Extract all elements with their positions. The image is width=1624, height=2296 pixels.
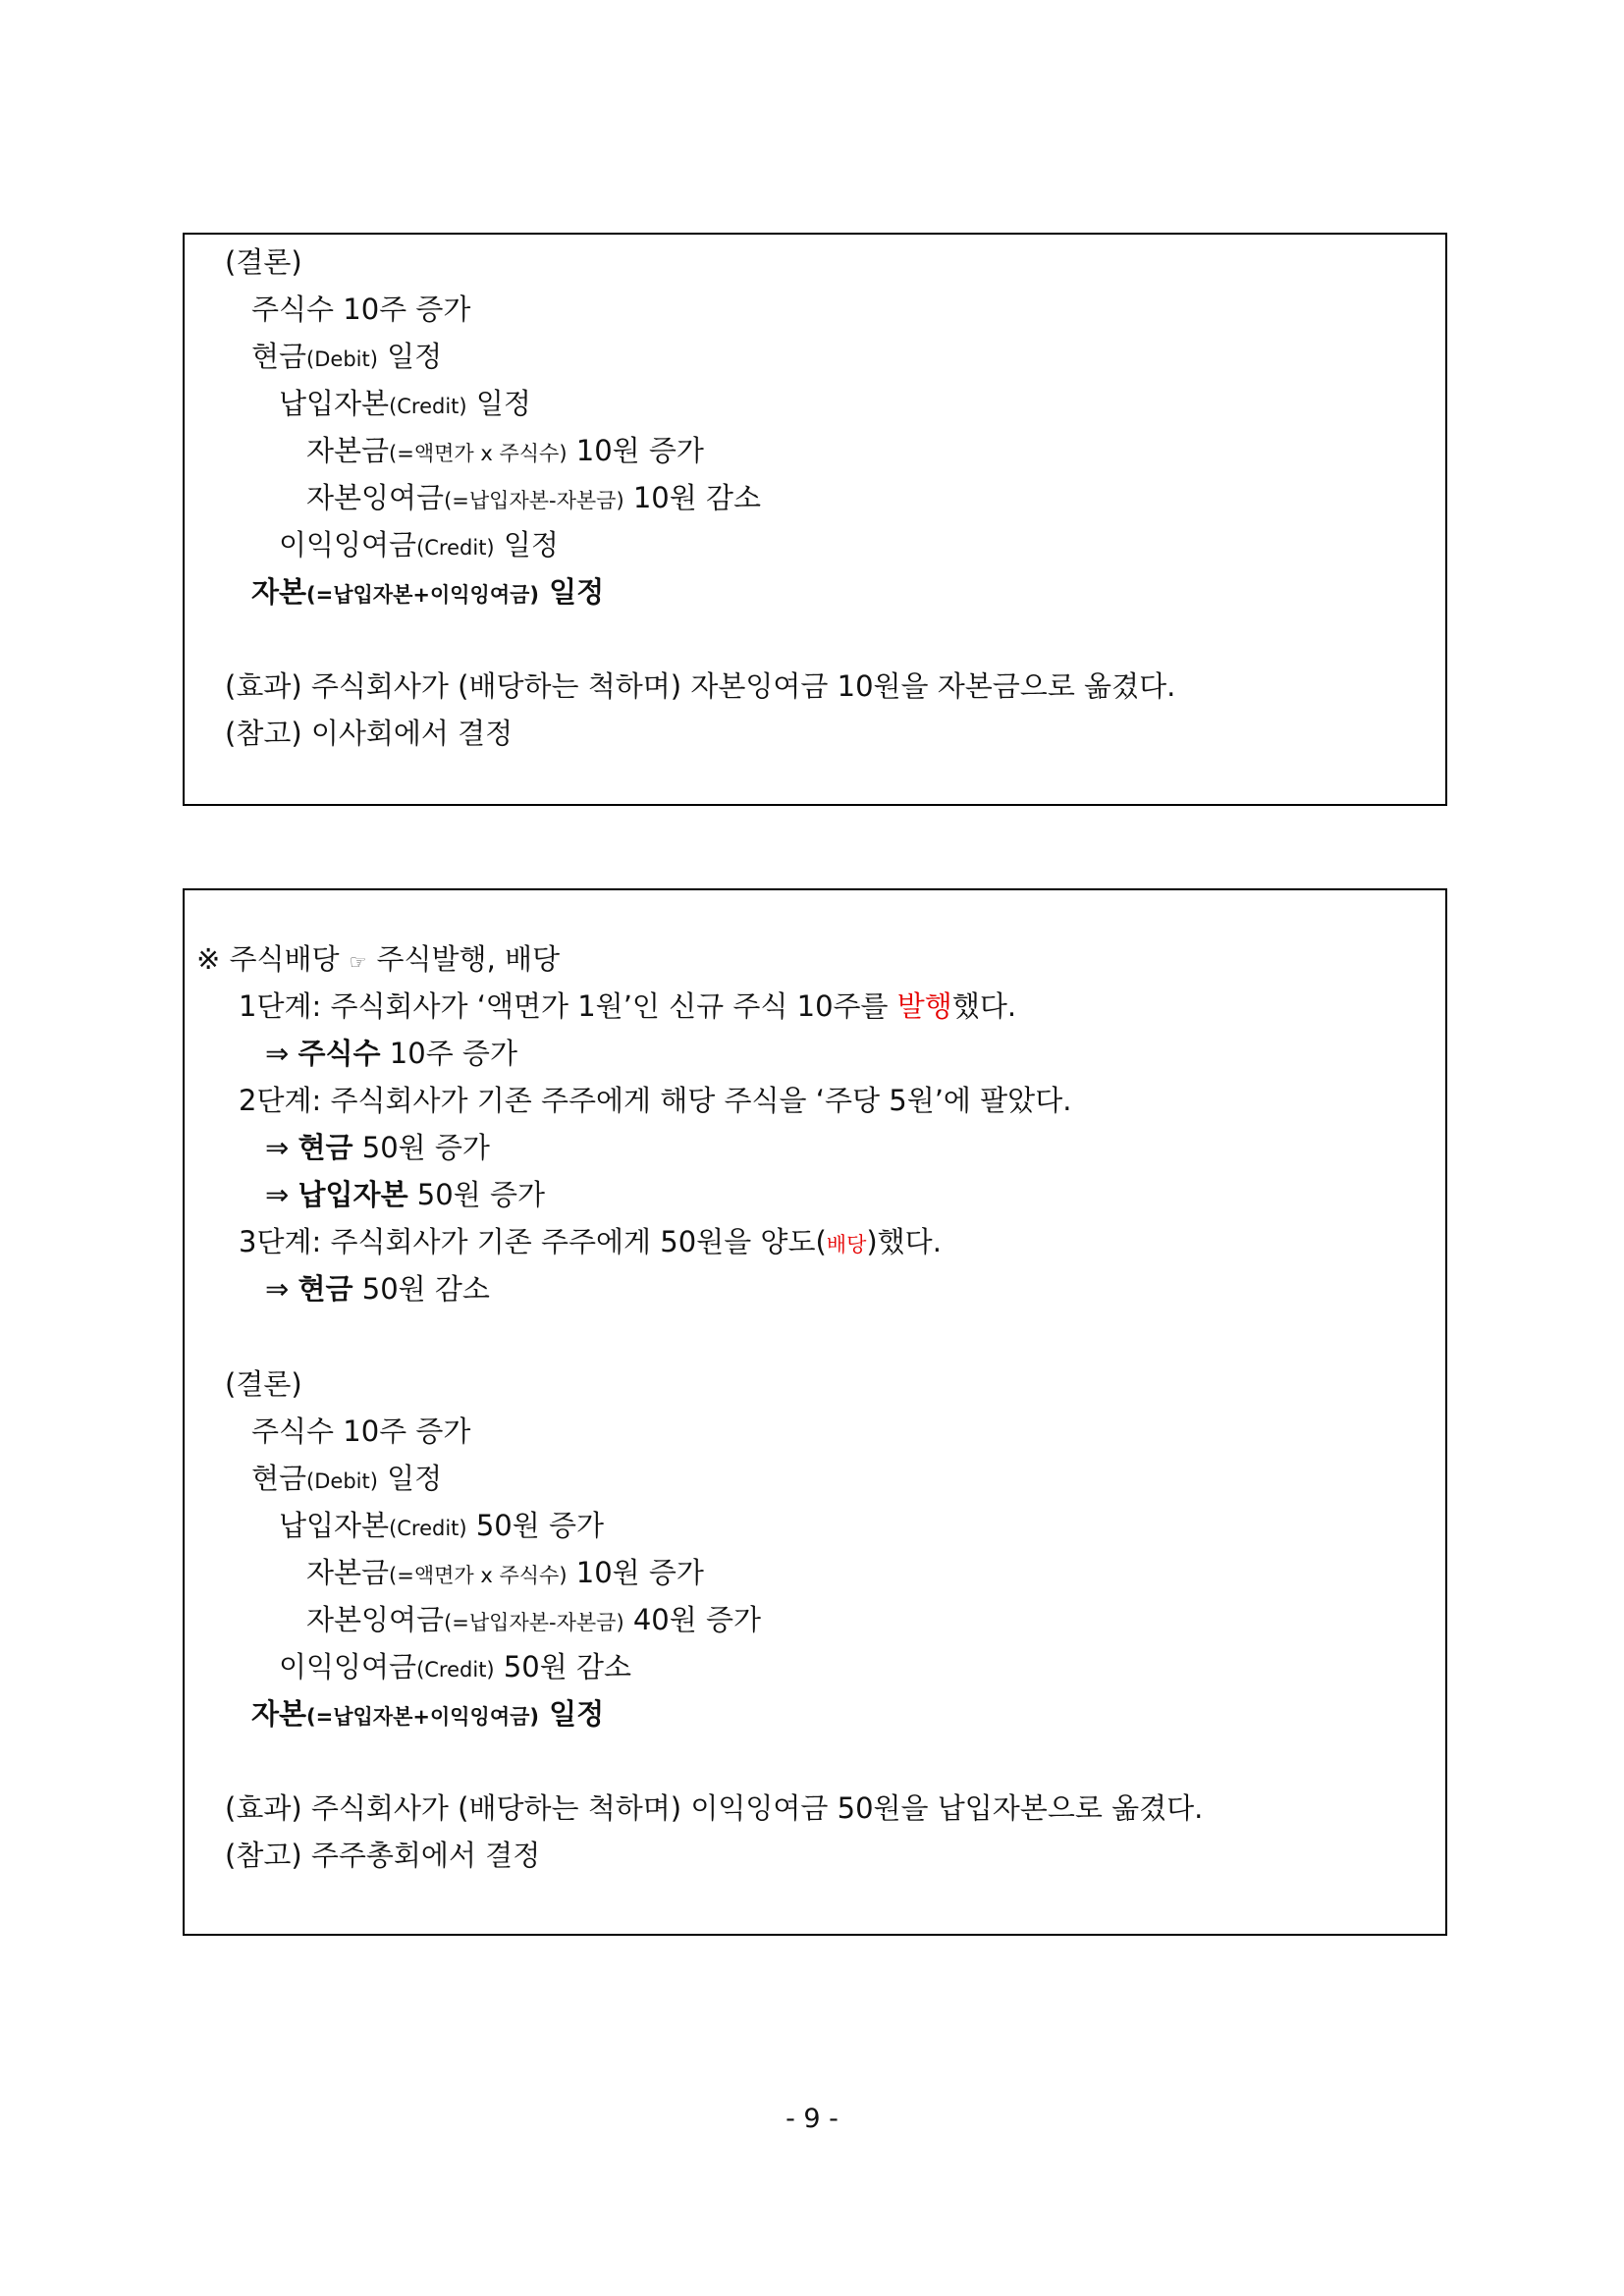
cash-line: 현금(Debit) 일정 bbox=[251, 1462, 443, 1495]
capital-surplus-line: 자본잉여금(=납입자본-자본금) 40원 증가 bbox=[306, 1603, 762, 1636]
arrow-icon: ⇒ bbox=[265, 1178, 290, 1211]
retained-earnings-line: 이익잉여금(Credit) 50원 감소 bbox=[279, 1650, 632, 1683]
paid-in-capital-line: 납입자본(Credit) 일정 bbox=[279, 387, 531, 420]
equity-line: 자본(=납입자본+이익잉여금) 일정 bbox=[251, 1697, 605, 1731]
shares-line: 주식수 10주 증가 bbox=[251, 293, 471, 326]
arrow-icon: ⇒ bbox=[265, 1131, 290, 1164]
effect-line: (효과) 주식회사가 (배당하는 척하며) 이익잉여금 50원을 납입자본으로 옮겼다. bbox=[225, 1791, 1204, 1825]
stock-dividend-box bbox=[183, 888, 1447, 1936]
equity-line: 자본(=납입자본+이익잉여금) 일정 bbox=[251, 575, 605, 609]
step3-result: ⇒ 현금 50원 감소 bbox=[265, 1272, 490, 1306]
step2-line: 2단계: 주식회사가 기존 주주에게 해당 주식을 ‘주당 5원’에 팔았다. bbox=[239, 1084, 1072, 1117]
step3-line: 3단계: 주식회사가 기존 주주에게 50원을 양도(배당)했다. bbox=[239, 1225, 942, 1258]
step2-result-cash: ⇒ 현금 50원 증가 bbox=[265, 1131, 490, 1164]
step1-result: ⇒ 주식수 10주 증가 bbox=[265, 1037, 517, 1070]
note-line: (참고) 주주총회에서 결정 bbox=[225, 1839, 541, 1872]
note-line: (참고) 이사회에서 결정 bbox=[225, 717, 514, 750]
capital-stock-line: 자본금(=액면가 x 주식수) 10원 증가 bbox=[306, 1556, 704, 1589]
conclusion-title: (결론) bbox=[225, 1367, 302, 1401]
dividend-highlight: 배당 bbox=[826, 1233, 867, 1256]
cash-line: 현금(Debit) 일정 bbox=[251, 340, 443, 373]
page-number: - 9 - bbox=[785, 2104, 839, 2134]
step1-line: 1단계: 주식회사가 ‘액면가 1원’인 신규 주식 10주를 발행했다. bbox=[239, 989, 1017, 1023]
retained-earnings-line: 이익잉여금(Credit) 일정 bbox=[279, 528, 559, 561]
arrow-icon: ⇒ bbox=[265, 1272, 290, 1306]
stock-dividend-heading: ※ 주식배당 ☞ 주식발행, 배당 bbox=[196, 942, 561, 976]
shares-line: 주식수 10주 증가 bbox=[251, 1415, 471, 1448]
conclusion-title: (결론) bbox=[225, 245, 302, 279]
effect-line: (효과) 주식회사가 (배당하는 척하며) 자본잉여금 10원을 자본금으로 옮겼다. bbox=[225, 669, 1176, 703]
capital-stock-line: 자본금(=액면가 x 주식수) 10원 증가 bbox=[306, 434, 704, 467]
pointing-hand-icon: ☞ bbox=[349, 950, 367, 974]
step2-result-paid-in: ⇒ 납입자본 50원 증가 bbox=[265, 1178, 545, 1211]
issue-highlight: 발행 bbox=[896, 989, 952, 1023]
bonus-issue-conclusion-box bbox=[183, 233, 1447, 806]
paid-in-capital-line: 납입자본(Credit) 50원 증가 bbox=[279, 1509, 604, 1542]
capital-surplus-line: 자본잉여금(=납입자본-자본금) 10원 감소 bbox=[306, 481, 762, 514]
arrow-icon: ⇒ bbox=[265, 1037, 290, 1070]
